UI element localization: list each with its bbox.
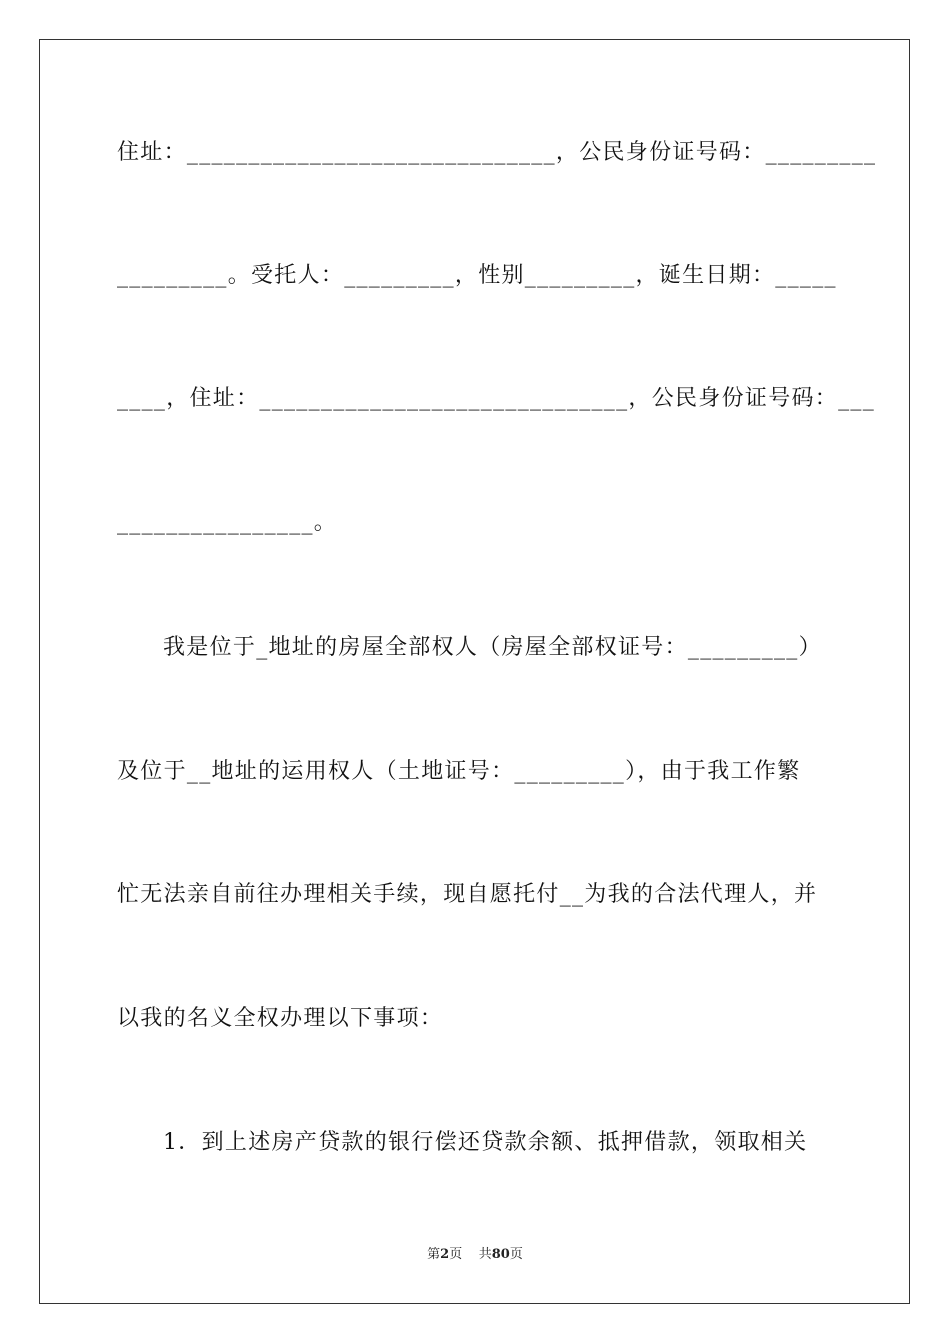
text-line-2: _________。受托人：_________，性别_________，诞生日期：_____ bbox=[117, 263, 837, 288]
footer-middle: 页 共 bbox=[449, 1247, 492, 1262]
footer-suffix: 页 bbox=[509, 1247, 523, 1262]
footer-page-number: 2 bbox=[440, 1247, 450, 1262]
text-line-4: ________________。 bbox=[117, 510, 338, 535]
list-item-1-line: 1．到上述房产贷款的银行偿还贷款余额、抵押借款，领取相关 bbox=[163, 1130, 808, 1155]
footer-prefix: 第 bbox=[427, 1247, 441, 1262]
footer-total-pages: 80 bbox=[491, 1247, 510, 1262]
text-line-7: 忙无法亲自前往办理相关手续，现自愿托付__为我的合法代理人，并 bbox=[117, 882, 818, 907]
page-border bbox=[39, 39, 910, 1304]
text-line-3: ____，住址：______________________________，公民身份证号码：___ bbox=[117, 386, 876, 411]
paragraph-start-line: 我是位于_地址的房屋全部权人（房屋全部权证号：_________） bbox=[163, 635, 822, 660]
text-line-1: 住址：______________________________，公民身份证号码：_________ bbox=[117, 140, 877, 165]
text-line-8: 以我的名义全权办理以下事项： bbox=[117, 1006, 444, 1031]
page-footer bbox=[0, 1246, 950, 1264]
text-line-6: 及位于__地址的运用权人（土地证号：_________），由于我工作繁 bbox=[117, 759, 801, 784]
